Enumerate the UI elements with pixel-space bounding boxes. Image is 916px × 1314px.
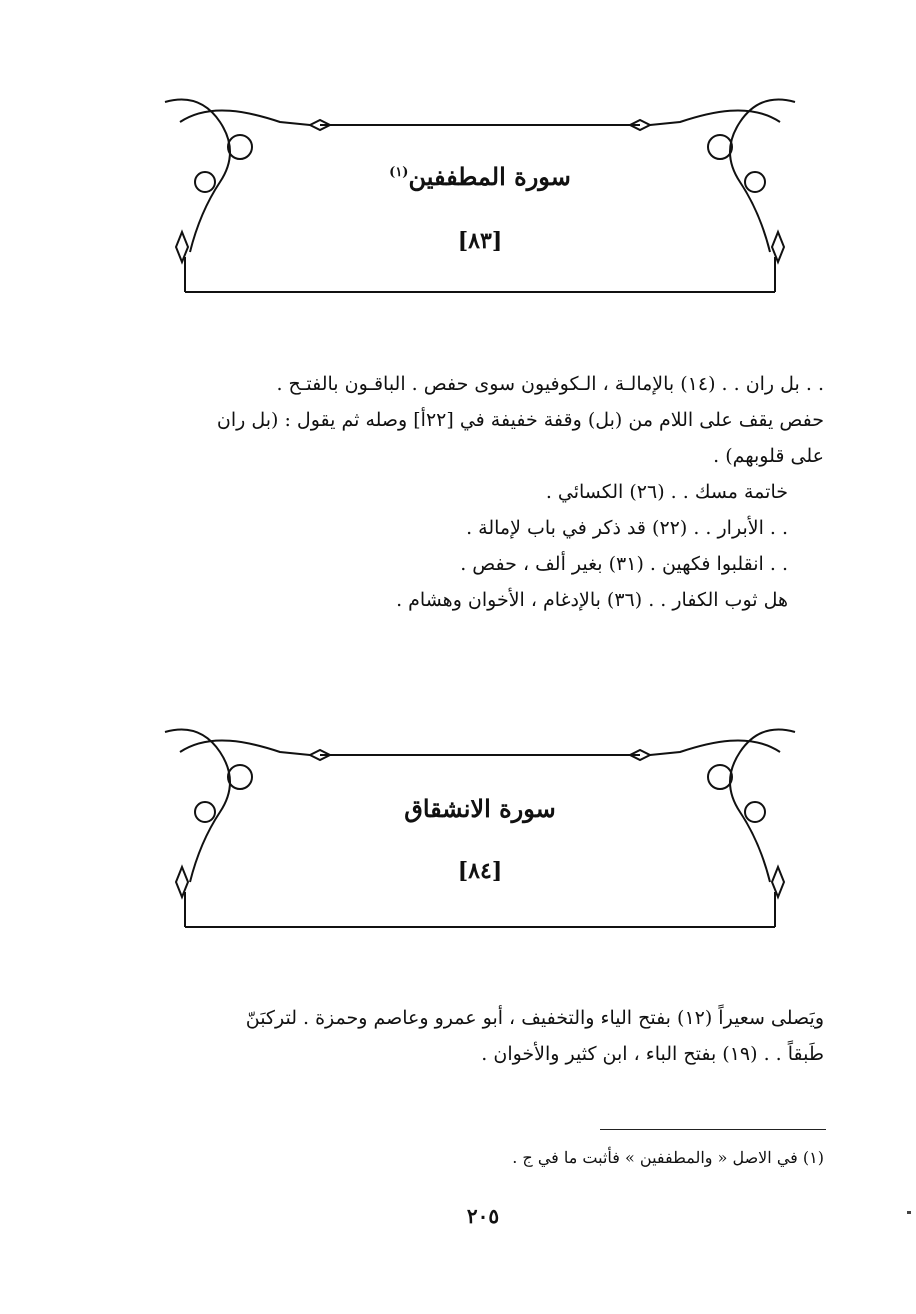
surah-number: [٨٤] <box>457 858 503 884</box>
text-line: . . انقلبوا فكهين . (٣١) بغير ألف ، حفص . <box>460 553 788 575</box>
surah-title: سورة الانشقاق <box>404 794 556 823</box>
text-line: طَبقاً . . (١٩) بفتح الباء ، ابن كثير والأخوان . <box>481 1043 824 1065</box>
text-line: هل ثوب الكفار . . (٣٦) بالإدغام ، الأخوان وهشام . <box>396 589 788 611</box>
page-number: ٢٠٥ <box>466 1204 500 1228</box>
text-line: . . بل ران . . (١٤) بالإمالـة ، الـكوفيون سوى حفص . الباقـون بالفتـح . <box>276 373 824 395</box>
scan-mark <box>907 1211 911 1214</box>
footnote-divider <box>600 1129 826 1130</box>
text-line: خاتمة مسك . . (٢٦) الكسائي . <box>545 481 788 503</box>
surah-83-text <box>124 366 824 618</box>
text-line: ويَصلى سعيراً (١٢) بفتح الياء والتخفيف ، أبو عمرو وعاصم وحمزة . لتركبَنّ <box>245 1007 824 1029</box>
footnote: (١) في الاصل « والمطففين » فأثبت ما في ج . <box>512 1148 824 1167</box>
text-line: . . الأبرار . . (٢٢) قد ذكر في باب لإمالة . <box>466 517 788 539</box>
surah-header-frame-2 <box>160 722 800 938</box>
ornamental-frame-icon <box>160 92 800 308</box>
text-line: على قلوبهم) . <box>713 445 824 467</box>
ornamental-frame-icon <box>160 722 800 938</box>
surah-header-frame-1 <box>160 92 800 308</box>
surah-number: [٨٣] <box>457 228 503 254</box>
text-line: حفص يقف على اللام من (بل) وقفة خفيفة في [٢٢أ] وصله ثم يقول : (بل ران <box>216 409 824 431</box>
surah-84-text <box>124 1000 824 1072</box>
surah-title: سورة المطففين$^{(١)}$ <box>389 162 571 191</box>
footnote-marker: (١) <box>389 165 409 180</box>
